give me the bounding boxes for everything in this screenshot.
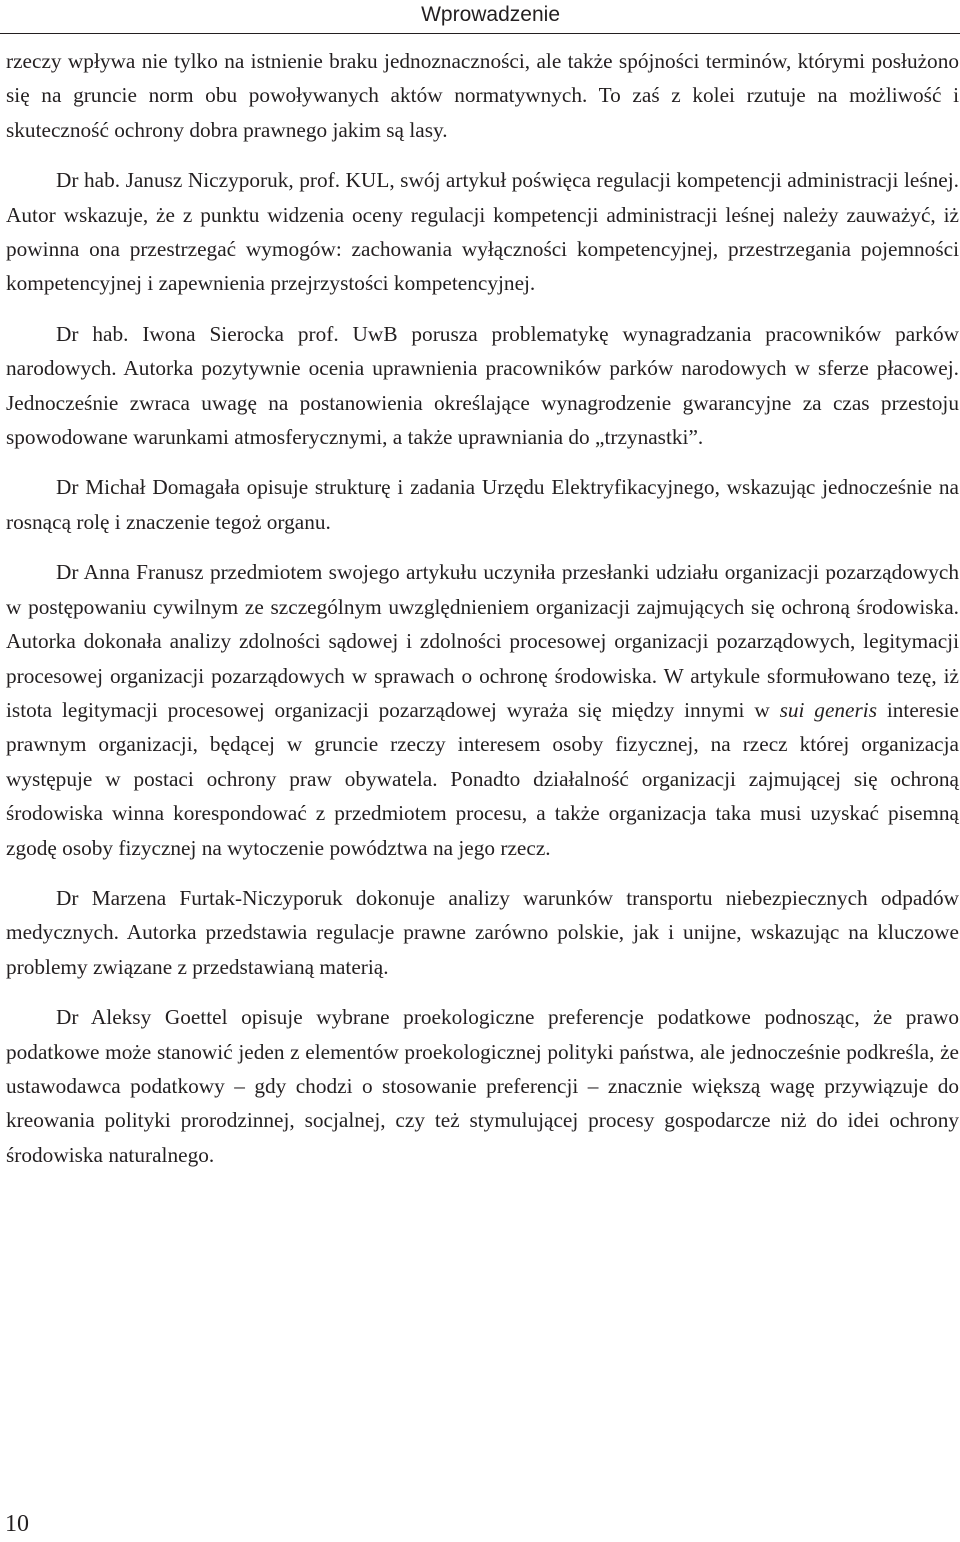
paragraph-text: Dr Aleksy Goettel opisuje wybrane proekologiczne preferencje podatkowe podnosząc, że prawo podatkowe może stanowić jeden z elementów proekologicznej polityki państwa, ale jednocześnie podkreśla, że ustawodawca podatkowy – gdy chodzi o stosowanie preferencji – znacznie większą wagę przywiązuje do kreowania polityki prorodzinnej, socjalnej, czy też stymulującej procesy gospodarcze niż do idei ochrony środowiska naturalnego. — [6, 1005, 959, 1167]
paragraph-text: Dr Anna Franusz przedmiotem swojego artykułu uczyniła przesłanki udziału organizacji pozarządowych w postępowaniu cywilnym ze szczególnym uwzględnieniem organizacji zajmujących się ochroną środowiska. Autorka dokonała analizy zdolności sądowej i zdolności procesowej organizacji pozarządowych, legitymacji procesowej organizacji pozarządowych w sprawach o ochronę środowiska. W artykule sformułowano tezę, iż istota legitymacji procesowej organizacji pozarządowej wyraża się między innymi w — [6, 560, 959, 722]
page-body — [6, 44, 959, 1172]
page-number: 10 — [5, 1511, 29, 1537]
paragraph-furtak-niczyporuk — [6, 881, 959, 984]
paragraph-domagala — [6, 470, 959, 539]
paragraph-niczyporuk — [6, 163, 959, 301]
italic-term: sui generis — [779, 697, 877, 722]
paragraph-franusz — [6, 555, 959, 865]
paragraph-text: Dr hab. Iwona Sierocka prof. UwB porusza problematykę wynagradzania pracowników parków narodowych. Autorka pozytywnie ocenia uprawnienia pracowników parków narodowych w sferze płacowej. Jednocześnie zwraca uwagę na postanowienia określające wynagrodzenie gwarancyjne za czas przestoju spowodowane warunkami atmosferycznymi, a także uprawniania do „trzynastki”. — [6, 321, 959, 450]
paragraph-text: interesie prawnym organizacji, będącej w gruncie rzeczy interesem osoby fizycznej, na rzecz której organizacja występuje w postaci ochrony praw obywatela. Ponadto działalność organizacji zajmującej się ochroną środowiska winna korespondować z przedmiotem procesu, a także organizacja taka musi uzyskać pisemną zgodę osoby fizycznej na wytoczenie powództwa na jego rzecz. — [6, 697, 960, 860]
header-rule — [0, 33, 960, 34]
running-header-title: Wprowadzenie — [421, 3, 560, 26]
paragraph-sierocka — [6, 317, 959, 455]
paragraph-text: Dr hab. Janusz Niczyporuk, prof. KUL, swój artykuł poświęca regulacji kompetencji administracji leśnej. Autor wskazuje, że z punktu widzenia oceny regulacji kompetencji administracji leśnej należy zauważyć, iż powinna ona przestrzegać wymogów: zachowania wyłączności kompetencyjnej, przestrzegania pojemności kompetencyjnej i zapewnienia przejrzystości kompetencyjnej. — [6, 168, 959, 296]
paragraph-text: rzeczy wpływa nie tylko na istnienie braku jednoznaczności, ale także spójności terminów, którymi posłużono się na gruncie norm obu powoływanych aktów normatywnych. To zaś z kolei rzutuje na możliwość i skuteczność ochrony dobra prawnego jakim są lasy. — [6, 49, 959, 142]
paragraph-goettel — [6, 1000, 959, 1172]
paragraph-text: Dr Marzena Furtak-Niczyporuk dokonuje analizy warunków transportu niebezpiecznych odpadów medycznych. Autorka przedstawia regulacje prawne zarówno polskie, jak i unijne, wskazując na kluczowe problemy związane z przedstawianą materią. — [6, 885, 959, 979]
paragraph-text: Dr Michał Domagała opisuje strukturę i zadania Urzędu Elektryfikacyjnego, wskazując jednocześnie na rosnącą rolę i znaczenie tegoż organu. — [6, 475, 959, 534]
paragraph-continuation — [6, 44, 959, 147]
